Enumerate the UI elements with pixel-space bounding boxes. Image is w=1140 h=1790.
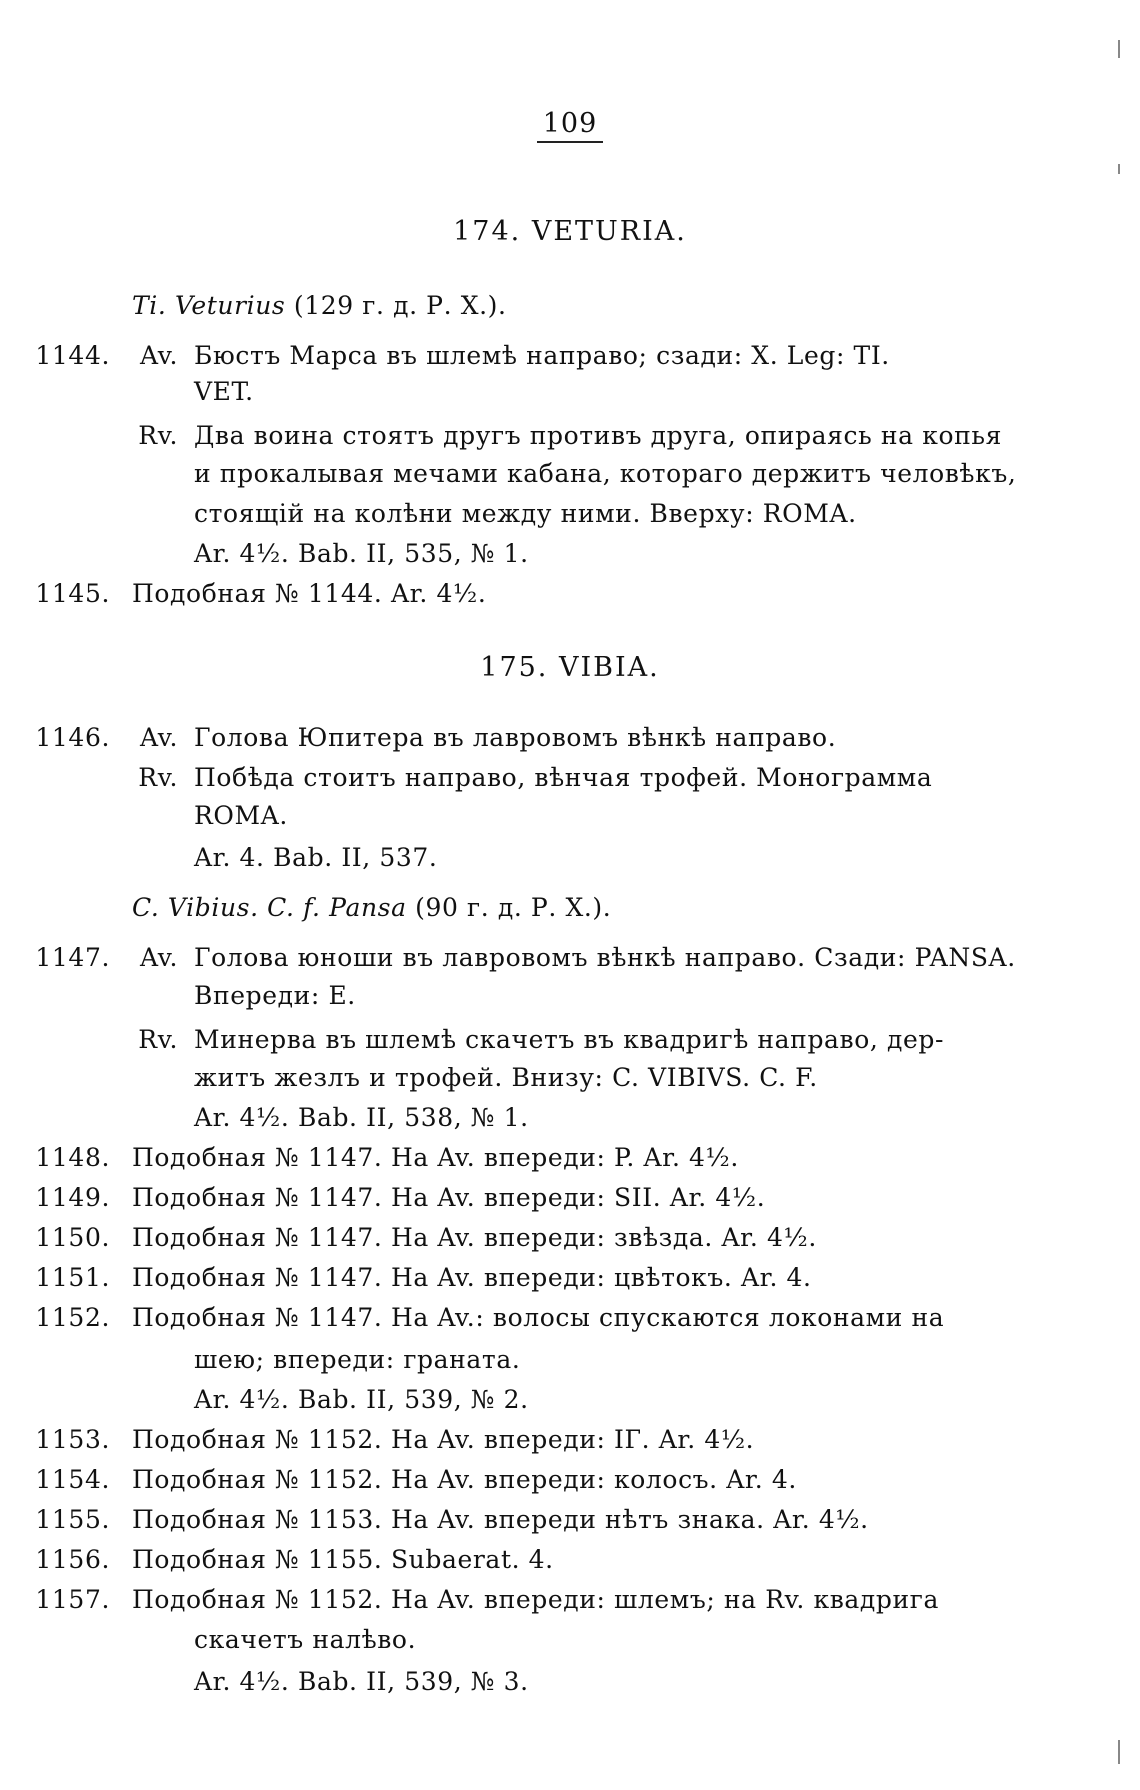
entry-text: стоящій на колѣни между ними. Вверху: ROMA. [194,499,857,528]
side-label: Rv. [138,1025,178,1054]
entry-text: ROMA. [194,801,288,830]
entry-text: Подобная № 1147. На Av. впереди: цвѣтокъ. Ar. 4. [132,1263,812,1292]
entry-text: Ar. 4½. Bab. II, 539, № 2. [194,1385,529,1414]
entry-number: 1145. [35,579,110,608]
subhead-name: Ti. Veturius [132,291,286,320]
entry-number: 1150. [35,1223,110,1252]
subhead-date: (129 г. д. Р. X.). [293,291,507,320]
entry-text: Побѣда стоитъ направо, вѣнчая трофей. Монограмма [194,763,933,792]
subhead-date: (90 г. д. Р. X.). [415,893,612,922]
section-heading: 174. VETURIA. [453,216,687,247]
subhead [132,892,611,924]
entry-text: Подобная № 1147. На Av. впереди: SII. Ar. 4½. [132,1183,766,1212]
entry-text: житъ жезлъ и трофей. Внизу: C. VIBIVS. C. F. [194,1063,818,1092]
entry-text: скачетъ налѣво. [194,1625,417,1654]
entry-text: Подобная № 1152. На Av. впереди: шлемъ; на Rv. квадрига [132,1585,939,1614]
entry-text: Ar. 4. Bab. II, 537. [194,843,438,872]
side-label: Av. [140,943,178,972]
entry-text: Два воина стоятъ другъ противъ друга, опираясь на копья [194,421,1002,450]
entry-text: Подобная № 1155. Subaerat. 4. [132,1545,554,1574]
scan-edge-mark [1118,1740,1120,1764]
entry-number: 1153. [35,1425,110,1454]
entry-number: 1152. [35,1303,110,1332]
entry-number: 1154. [35,1465,110,1494]
entry-text: Подобная № 1147. На Av. впереди: P. Ar. 4½. [132,1143,739,1172]
entry-text: Голова юноши въ лавровомъ вѣнкѣ направо. Сзади: PANSA. [194,943,1016,972]
entry-number: 1147. [35,943,110,972]
side-label: Av. [140,723,178,752]
entry-text: Голова Юпитера въ лавровомъ вѣнкѣ направо. [194,723,837,752]
entry-text: Минерва въ шлемѣ скачетъ въ квадригѣ направо, дер- [194,1025,945,1054]
entry-text: Ar. 4½. Bab. II, 538, № 1. [194,1103,529,1132]
side-label: Rv. [138,763,178,792]
subhead-name: C. Vibius. C. f. Pansa [132,893,407,922]
entry-text: и прокалывая мечами кабана, котораго держитъ человѣкъ, [194,459,1017,488]
entry-number: 1155. [35,1505,110,1534]
page-number: 109 [0,108,1140,139]
entry-number: 1144. [35,341,110,370]
entry-number: 1149. [35,1183,110,1212]
entry-text: Ar. 4½. Bab. II, 535, № 1. [194,539,529,568]
entry-text: Подобная № 1144. Ar. 4½. [132,579,487,608]
scan-edge-mark [1118,164,1120,174]
entry-text: Подобная № 1153. На Av. впереди нѣтъ знака. Ar. 4½. [132,1505,869,1534]
entry-text: Ar. 4½. Bab. II, 539, № 3. [194,1667,529,1696]
entry-text: Бюстъ Марса въ шлемѣ направо; сзади: X. Leg: TI. [194,341,890,370]
entry-text: Подобная № 1152. На Av. впереди: колосъ. Ar. 4. [132,1465,797,1494]
entry-number: 1157. [35,1585,110,1614]
entry-text: VET. [194,377,254,406]
side-label: Av. [140,341,178,370]
entry-text: Подобная № 1152. На Av. впереди: IГ. Ar. 4½. [132,1425,755,1454]
entry-number: 1156. [35,1545,110,1574]
entry-text: шею; впереди: граната. [194,1345,521,1374]
section-heading: 175. VIBIA. [480,652,660,683]
subhead [132,290,507,322]
entry-number: 1148. [35,1143,110,1172]
scan-edge-mark [1118,40,1120,58]
side-label: Rv. [138,421,178,450]
entry-text: Подобная № 1147. На Av.: волосы спускаются локонами на [132,1303,945,1332]
entry-number: 1146. [35,723,110,752]
entry-text: Впереди: E. [194,981,356,1010]
entry-text: Подобная № 1147. На Av. впереди: звѣзда. Ar. 4½. [132,1223,817,1252]
entry-number: 1151. [35,1263,110,1292]
